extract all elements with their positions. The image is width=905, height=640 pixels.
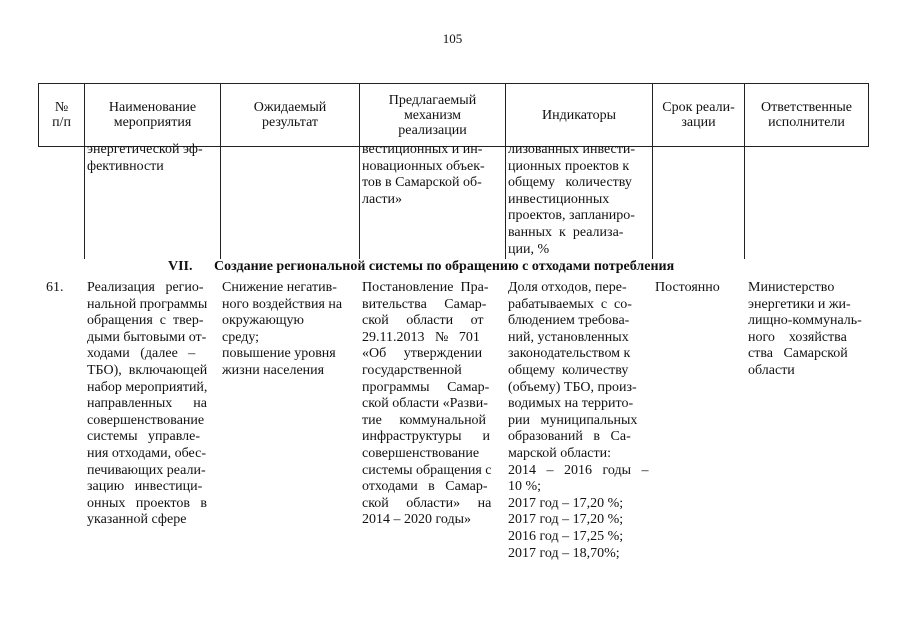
continued-name-cell: энергетической эф- фективности: [87, 142, 203, 174]
row-result-cell: Снижение негатив- ного воздействия на окружающую среду; повышение уровня жизни населения: [222, 280, 343, 378]
row-responsible-cell: Министерство энергетики и жи- лищно-коммуналь- ного хозяйства ства Самарской области: [748, 280, 862, 378]
header-divider: [868, 83, 869, 147]
header-col-mechanism: Предлагаемый механизм реализации: [388, 92, 477, 138]
row-number: 61.: [46, 280, 64, 295]
column-divider: [505, 147, 506, 259]
column-divider: [359, 147, 360, 259]
header-col-indicators: Индикаторы: [542, 107, 616, 123]
column-divider: [744, 147, 745, 259]
row-term-cell: Постоянно: [655, 280, 720, 295]
continued-mechanism-cell: вестиционных и ин- новационных объек- тов в Самарской об- ласти»: [362, 142, 485, 207]
header-col-result: Ожидаемый результат: [253, 100, 327, 130]
header-col-term: Срок реали- зации: [662, 100, 735, 130]
header-col-name: Наименование мероприятия: [108, 100, 197, 130]
continued-indicators-cell: лизованных инвести- ционных проектов к общему количеству инвестиционных проектов, запланиро- ванных к реализа- ции, %: [508, 142, 636, 257]
column-divider: [84, 147, 85, 259]
section-number: VII.: [168, 259, 193, 274]
page-number: 105: [442, 31, 463, 46]
row-name-cell: Реализация регио- нальной программы обращения с твер- дыми бытовыми от- ходами (далее – ТБО), включающей набор мероприятий, направленных на совершенствование системы управле- ния отходами, обес- печивающих реали- зацию инвестици- онных проектов в указанной сфере: [87, 280, 208, 528]
table-header: [38, 83, 869, 147]
row-indicators-cell: Доля отходов, пере- рабатываемых с со- блюдением требова- ний, установленных законодательством к общему количеству (объему) ТБО, произ- водимых на террито- рии муниципальных образований в Са- марской области: 2014 – 2016 годы – 10 %; 2017 год – 17,20 %; 2017 год – 17,20 %; 2016 год – 17,25 %; 2017 год – 18,70%;: [508, 280, 649, 561]
section-title: Создание региональной системы по обращению с отходами потребления: [214, 259, 675, 274]
column-divider: [652, 147, 653, 259]
column-divider: [220, 147, 221, 259]
header-col-num: № п/п: [52, 100, 71, 130]
row-mechanism-cell: Постановление Пра- вительства Самар- ской области от 29.11.2013 № 701 «Об утверждении государственной программы Самар- ской области «Разви- тие коммунальной инфраструктуры и совершенствование системы обращения с отходами в Самар- ской области» на 2014 – 2020 годы»: [362, 280, 492, 528]
header-col-responsible: Ответственные исполнители: [761, 100, 852, 130]
